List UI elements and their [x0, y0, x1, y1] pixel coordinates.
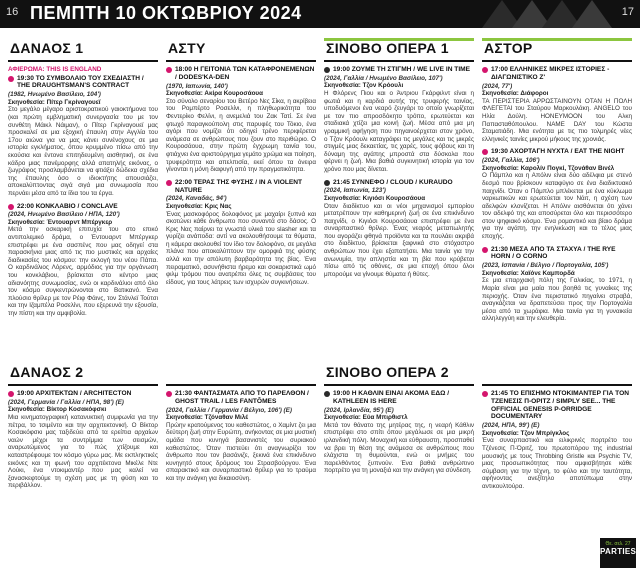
venue-title: ΣΙΝΟΒΟ ΟΠΕΡΑ 1: [326, 40, 449, 56]
venue-title: ΔΑΝΑΟΣ 1: [10, 40, 84, 56]
bullet-dot-icon: [166, 67, 172, 73]
bullet-dot-icon: [324, 180, 330, 186]
film-meta: (1970, Ιαπωνία, 140'): [166, 82, 228, 90]
film-meta: (2024, Ιρλανδία, 95') (Ε): [324, 406, 394, 414]
film-meta: (2024, Γαλλία, 106'): [482, 157, 540, 165]
film-director: Σκηνοθεσία: Τζον Μπρίγκλος: [482, 429, 570, 437]
film-entry[interactable]: [482, 148, 632, 240]
film-entry[interactable]: [324, 390, 474, 475]
film-synopsis: Μια κινηματογραφική κατανυκτική συμφωνία για την πέτρα, το τσιμέντο και την αρχιτεκτονική. Ο Βίκτορ Κοσακόφσκι μας ταξιδεύει από τα ερείπια αρχαίων ναών μέχρι τα συντρίμμια των σεισμών, αναρωτώμενος για το πώς χτίζουμε και καταστρέφουμε τον κόσμο γύρω μας. Με εκπληκτικές εικόνες και τη φωνή του αρχιτέκτονα Μικέλε Ντε Λούκι, ένα ντοκιμαντέρ που μας καλεί να ξανασκεφτούμε τη σχέση μας με τη φύση και το περιβάλλον.: [8, 413, 158, 490]
film-synopsis: Σε μια επαρχιακή πόλη της Γαλικίας, το 1971, η Μαρία είναι μια μαία που βοηθά τις γυναίκες της περιοχής. Όταν ένα περιστατικό πηγαίνει στραβά, αναγκάζεται να δραπετεύσει προς την Πορτογαλία μέσα από τα χωράφια. Μια ταινία για τη γυναικεία αλληλεγγύη και την ελευθερία.: [482, 277, 632, 323]
film-director: Σκηνοθεσία: Διάφοροι: [482, 90, 549, 98]
venue-title: ΑΣΤΟΡ: [484, 40, 533, 56]
film-entry[interactable]: [166, 66, 316, 174]
film-synopsis: Η Φλόρενς Πιου και ο Άντριου Γκάρφιλντ είναι η φωτιά και η καρδιά αυτής της τρυφερής ταινίας, υποδυόμενοι ένα νεαρό ζευγάρι το οποίο γνωρίζεται με τον πιο απροσδόκητο τρόπο, ερωτεύεται και σταδιακά χτίζει μια κοινή ζωή. Μέσα από μια μη γραμμική αφήγηση που πηγαινοέρχεται στον χρόνο, ο Τζον Κρόουλι καταγράφει τις μεγάλες και τις μικρές στιγμές μιας δεκαετίας, τις χαρές, τους φόβους και τη δύναμη της αγάπης μπροστά στα δύσκολα που φέρνει η ζωή. Μια βαθιά συγκινητική ιστορία για τον χρόνο που μας δίνεται.: [324, 89, 474, 173]
film-synopsis: Μετά τον θάνατο της μητέρας της, η νεαρή Κάθλιν επιστρέφει στο σπίτι όπου μεγάλωσε σε μια μικρή ιρλανδική πόλη. Μοναχική και εύθραυστη, προσπαθεί να βρει τη θέση της ανάμεσα σε ανθρώπους που ελάχιστα τη θυμούνται, ενώ οι μνήμες του παρελθόντος ξυπνούν. Ένα βαθιά ανθρώπινο πορτρέτο για τη μοναξιά και την ανάγκη για σύνδεση.: [324, 421, 474, 475]
film-synopsis: Όταν διαδίκτυο και οι νέοι μηχανισμοί εμπορίου μετατρέπουν την καθημερινή ζωή σε ένα επικίνδυνο παιχνίδι, ο Κιγιόσι Κουροσάουα επιστρέφει με ένα συναρπαστικό θρίλερ. Ένας νεαρός μεταπωλητής που αγοράζει φθηνά προϊόντα και τα πουλάει ακριβά στο διαδίκτυο, βρίσκεται ξαφνικά στο στόχαστρο ανθρώπων που έχει εξαπατήσει. Μια ταινία για την ανωνυμία, την απληστία και τη βία που κρύβεται πίσω από τις οθόνες, σε μια εποχή όπου όλοι μπορούμε να γίνουμε θύματα ή θύτες.: [324, 202, 474, 278]
film-synopsis: Πρώην κρατούμενος του καθεστώτος, ο Χαμίντ ζει μια δεύτερη ζωή στην Ευρώπη, ανήκοντας σε μια μυστική ομάδα που κυνηγά βασανιστές του συριακού καθεστώτος. Όταν πιστεύει ότι αναγνωρίζει τον άνθρωπο που τον βασάνιζε, ξεκινά ένα επικίνδυνο κυνηγητό στους δρόμους του Στρασβούργου. Ένα σπαρακτικό και συναρπαστικό θρίλερ για το τραύμα και την ανάγκη για δικαιοσύνη.: [166, 421, 316, 482]
film-entry[interactable]: [482, 66, 632, 143]
column-danaos-2: [8, 364, 158, 495]
bullet-dot-icon: [482, 149, 488, 155]
film-synopsis: Μετά την οσκαρική επιτυχία του στο επικό αντιπολεμικό δράμα, ο Έντουαρντ Μπέργκερ επιστρέφει με ένα σασπένς που μας οδηγεί στα παρασκήνια μιας από τις πιο μυστικές και αρχαίες διαδικασίες του κόσμου: την εκλογή του νέου Πάπα. Ο καρδινάλιος Λόρενς, αρμόδιος για την οργάνωση του κονκλάβιου, βρίσκεται στο κέντρο μιας αδιανόητης συνωμοσίας, ενώ οι καρδινάλιοι από όλο τον κόσμο συγκεντρώνονται στο Βατικανό. Ένα πλούσιο θρίλερ με τον Ρέιφ Φάινς, τον Στάνλεϊ Τούτσι και την Ιζαμπέλα Ροσελίνι, που εξερευνά την εξουσία, την πίστη και την αμφιβολία.: [8, 226, 158, 318]
header-decoration: [482, 0, 612, 28]
film-director: Σκηνοθεσία: Κρις Νας: [166, 202, 232, 210]
bullet-dot-icon: [166, 391, 172, 397]
venue-title: [166, 364, 316, 384]
film-entry[interactable]: [166, 390, 316, 483]
venue-rule: [166, 384, 316, 386]
film-director: Σκηνοθεσία: Ακίρα Κουροσάουα: [166, 90, 263, 98]
film-title: 21:30 ΜΕΣΑ ΑΠΟ ΤΑ ΣΤΑΧΥΑ / THE RYE HORN / O CORNO: [491, 245, 616, 261]
film-title: 19:00 ΖΟΥΜΕ ΤΗ ΣΤΙΓΜΗ / WE LIVE IN TIME: [333, 66, 471, 73]
venue-rule: [8, 60, 158, 62]
bullet-dot-icon: [482, 247, 488, 253]
bullet-dot-icon: [482, 67, 488, 73]
film-title: 22:00 ΤΕΡΑΣ ΤΗΣ ΦΥΣΗΣ / IN A VIOLENT NATURE: [175, 178, 303, 194]
film-meta: (1982, Ηνωμένο Βασίλειο, 104'): [8, 91, 101, 99]
film-title: 19:00 ΑΡΧΙΤΕΚΤΩΝ / ARCHITECTON: [17, 390, 132, 397]
column-cinobo-opera-2: [324, 364, 474, 480]
film-meta: (2024, ΗΠΑ, 99') (Ε): [482, 422, 540, 430]
film-title: 21:45 ΣΥΝΝΕΦΟ / CLOUD / KURAUDO: [333, 178, 453, 186]
venue-title: ΑΣΤΥ: [168, 40, 206, 56]
film-synopsis: ΤΑ ΠΕΡΙΣΤΕΡΙΑ ΑΡΡΩΣΤΑΙΝΟΥΝ ΟΤΑΝ Η ΠΟΛΗ ΦΛΕΓΕΤΑΙ του Σταύρου Μαρκουλάκη. ANGELO του Ηλία Δούλη. HONEYMOON του Αλκη Παπασταθόπουλου. NAME DAY του Κώστα Σταματιάδη. Μια ενότητα με τις πιο τολμηρές νέες ελληνικές ταινίες μικρού μήκους της χρονιάς.: [482, 97, 632, 143]
film-synopsis: Στο σύνολο σεναρίου του Βετέρο Νες Σίκα, η ακρίβεια του Ρομπέρτο Ροσελίνι, η πληθωρικότητα του Φεντερίκο Φελίνι, η ανεμελιά του Ζακ Τατί. Σε ένα φτωχό παραγκούπολη στις παρυφές του Τόκιο, ένα αγόρι που νομίζει ότι οδηγεί τρένο περιφέρεται ανάμεσα σε ανθρώπους που ζουν στο περιθώριο. Ο Κουροσάουα, στην πρώτη έγχρωμη ταινία του, φτιάχνει ένα αριστούργημα γεμάτο χρώμα και ποίηση, τρυφερότητα και απελπισία, εκεί όπου τα όνειρα γίνονται η μόνη διαφυγή από την πραγματικότητα.: [166, 97, 316, 174]
film-entry[interactable]: [324, 179, 474, 279]
film-meta: (2024, Καναδάς, 94'): [166, 195, 227, 203]
header-bar: [0, 0, 640, 28]
column-danaos-1: [8, 40, 158, 323]
film-meta: (2024, Ηνωμένο Βασίλειο / ΗΠΑ, 120'): [8, 211, 120, 219]
bullet-dot-icon: [324, 391, 330, 397]
column-cinobo-opera-1: [324, 40, 474, 283]
film-synopsis: Ένα συναρπαστικό και ειλικρινές πορτρέτο του Τζένεσις Π-Όριτζ, του πρωτοπόρου της industrial μουσικής με τους Throbbing Gristle και Psychic TV, μιας προσωπικότητας που αμφισβήτησε κάθε σύμβαση για την τέχνη, το φύλο και την ταυτότητα, αφήνοντας ανεξίτηλο αποτύπωμα στην αντικουλτούρα.: [482, 437, 632, 490]
parties-logo: [600, 538, 636, 568]
venue-title: [482, 364, 632, 384]
venue-rule: [8, 384, 158, 386]
bullet-dot-icon: [166, 180, 172, 186]
logo-caption: Θε. σελ. 27: [605, 541, 631, 547]
film-title: 18:00 Η ΓΕΙΤΟΝΙΑ ΤΩΝ ΚΑΤΑΦΡΟΝΕΜΕΝΩΝ / DODES'KA-DEN: [175, 66, 315, 81]
column-cinobo-opera-2-cont: [482, 364, 632, 496]
venue-title: ΣΙΝΟΒΟ ΟΠΕΡΑ 2: [326, 364, 449, 380]
film-director: Σκηνοθεσία: Πίτερ Γκρίναγουεϊ: [8, 98, 101, 106]
bullet-dot-icon: [482, 391, 488, 397]
film-entry[interactable]: [8, 390, 158, 490]
film-title: 21:30 ΦΑΝΤΑΣΜΑΤΑ ΑΠΟ ΤΟ ΠΑΡΕΛΘΟΝ / GHOST TRAIL / LES FANTÔMES: [175, 390, 309, 405]
film-entry[interactable]: [482, 390, 632, 491]
film-director: Σκηνοθεσία: Χαϊόνε Καμπορδά: [482, 269, 575, 277]
column-danaos-2-cont: [166, 364, 316, 488]
venue-rule: [482, 384, 632, 386]
film-director: Σκηνοθεσία: Κιγιόσι Κουροσάουα: [324, 194, 426, 202]
venue-title: ΔΑΝΑΟΣ 2: [10, 364, 84, 380]
bullet-dot-icon: [8, 204, 14, 210]
film-entry[interactable]: [166, 179, 316, 287]
film-entry[interactable]: [8, 203, 158, 318]
bullet-dot-icon: [8, 391, 14, 397]
page-number-right: 17: [621, 6, 634, 18]
tribute-label: ΑΦΙΕΡΩΜΑ: THIS IS ENGLAND: [8, 66, 102, 73]
film-meta: (2024, Γερμανία / Γαλλία / ΗΠΑ, 98') (Ε): [8, 398, 124, 406]
film-director: Σκηνοθεσία: Καρολίν Πογκί, Τζονάθαν Βινέλ: [482, 164, 615, 172]
page-number-left: 16: [6, 6, 19, 18]
venue-rule: [324, 60, 474, 62]
film-synopsis: Στο μεγάλο μέγαρο αριστοκρατικού γαιοκτήμονα του (και πρώτη εμβληματική συνεργασία του με τον συνθέτη Μάικλ Νάιμαν), ο Πίτερ Γκρίναγουεϊ μας προσκαλεί σε μια εξοχική έπαυλη στην Αγγλία του 17ου αιώνα για να μας κάνει συνένοχους σε μια ιστορία εγκλήματος, όπου κρυμμένο πίσω από την εκούσια και έντονα επιτηδευμένη αισθητική, σε ένα κάδρο μιας πανέμορφης αλλά απατηλής εικόνας, ο ζωγράφος προσλαμβάνεται να φτιάξει δώδεκα σχέδια της έπαυλης όσο ο ιδιοκτήτης απουσιάζει, αποκαλύπτοντας σιγά σιγά μια συνωμοσία που περνάει μέσα από τα ίδια του τα έργα.: [8, 106, 158, 197]
film-meta: (2024, 77'): [482, 82, 513, 90]
film-director: Σκηνοθεσία: Τζόναθαν Μιλέ: [166, 414, 249, 422]
venue-rule: [482, 60, 632, 62]
film-meta: (2024, Γαλλία / Γερμανία / Βέλγιο, 106') (Ε): [166, 406, 292, 414]
logo-wordmark: PARTIES: [600, 547, 637, 556]
film-director: Σκηνοθεσία: Βίκτορ Κοσακόφσκι: [8, 406, 107, 414]
bullet-dot-icon: [8, 76, 14, 82]
film-title: 19:00 Η ΚΑΘΛΙΝ ΕΙΝΑΙ ΑΚΟΜΑ ΕΔΩ / KATHLEEN IS HERE: [333, 390, 450, 405]
column-asty: [166, 40, 316, 291]
film-entry[interactable]: [482, 246, 632, 323]
venue-rule: [166, 60, 316, 62]
film-director: Σκηνοθεσία: Έντουαρντ Μπέργκερ: [8, 218, 113, 226]
venue-rule: [324, 384, 474, 386]
film-meta: (2024, Ιαπωνία, 123'): [324, 187, 386, 195]
film-title: 17:00 ΕΛΛΗΝΙΚΕΣ ΜΙΚΡΕΣ ΙΣΤΟΡΙΕΣ - ΔΙΑΓΩΝΙΣΤΙΚΟ Ζ': [491, 66, 610, 81]
film-synopsis: Ο Πάμπλο και η Απόλιν είναι δύο αδέλφια με στενό δεσμό που βρίσκουν καταφύγιο σε ένα διαδικτυακό παιχνίδι. Όταν ο Πάμπλο μπλέκεται με ένα κύκλωμα ναρκωτικών και ερωτεύεται τον Νάιτ, η σχέση των αδελφών κλονίζεται. Η Απόλιν αισθάνεται ότι χάνει τον αδελφό της και αποσύρεται όλο και περισσότερο στον ψηφιακό κόσμο. Ένα ρομαντικό και βίαιο δράμα για την αγάπη, την ενηλικίωση και το τέλος μιας εποχής.: [482, 172, 632, 241]
film-title: 19:30 ΑΧΟΡΤΑΓΗ ΝΥΧΤΑ / EAT THE NIGHT: [491, 148, 625, 156]
film-entry[interactable]: [8, 66, 158, 198]
film-meta: (2024, Γαλλία / Ηνωμένο Βασίλειο, 107'): [324, 74, 443, 82]
film-director: Σκηνοθεσία: Τζον Κρόουλι: [324, 82, 404, 90]
film-meta: (2023, Ισπανία / Βέλγιο / Πορτογαλία, 105'): [482, 262, 609, 270]
film-title: 21:45 ΤΟ ΕΠΙΣΗΜΟ ΝΤΟΚΙΜΑΝΤΕΡ ΓΙΑ ΤΟΝ ΤΖΕΝΕΣΙΣ Π-ΟΡΙΤΖ / SIMPLY SEE... THE OFFICIAL GENESIS P-ORRIDGE DOCUMENTARY: [491, 390, 629, 421]
page-date-title: ΠΕΜΠΤΗ 10 ΟΚΤΩΒΡΙΟΥ 2024: [30, 3, 302, 23]
film-synopsis: Ένας μασκοφόρος δολοφόνος με μαχαίρι ξυπνά και σκοτώνει κάθε άνθρωπο που συναντά στο δάσος. Ο Κρις Νας παίρνει τα γνωστά υλικά του slasher και τα γυρίζει ανάποδα: αντί να ακολουθήσουμε τα θύματα, η κάμερα ακολουθεί τον ίδιο τον δολοφόνο, σε μεγάλα πλάνα που αποκαλύπτουν την ομορφιά της φύσης αλλά και την απόλυτη βαρβαρότητα της βίας. Ένα πειραματικό, ασυνήθιστα ήρεμο και σοκαριστικά ωμό φιλμ τρόμου που ανατρέπει όλες τις συμβάσεις του είδους, για τους λάτρεις των ισχυρών συγκινήσεων.: [166, 210, 316, 286]
film-title: 19:30 ΤΟ ΣΥΜΒΟΛΑΙΟ ΤΟΥ ΣΧΕΔΙΑΣΤΗ / THE DRAUGHTSMAN'S CONTRACT: [17, 74, 144, 90]
film-title: 22:00 ΚΟΝΚΛΑΒΙΟ / CONCLAVE: [17, 202, 118, 210]
film-director: Σκηνοθεσία: Εύα Μπιρθιστλ: [324, 414, 408, 422]
bullet-dot-icon: [324, 67, 330, 73]
column-astor: [482, 40, 632, 328]
film-entry[interactable]: [324, 66, 474, 174]
